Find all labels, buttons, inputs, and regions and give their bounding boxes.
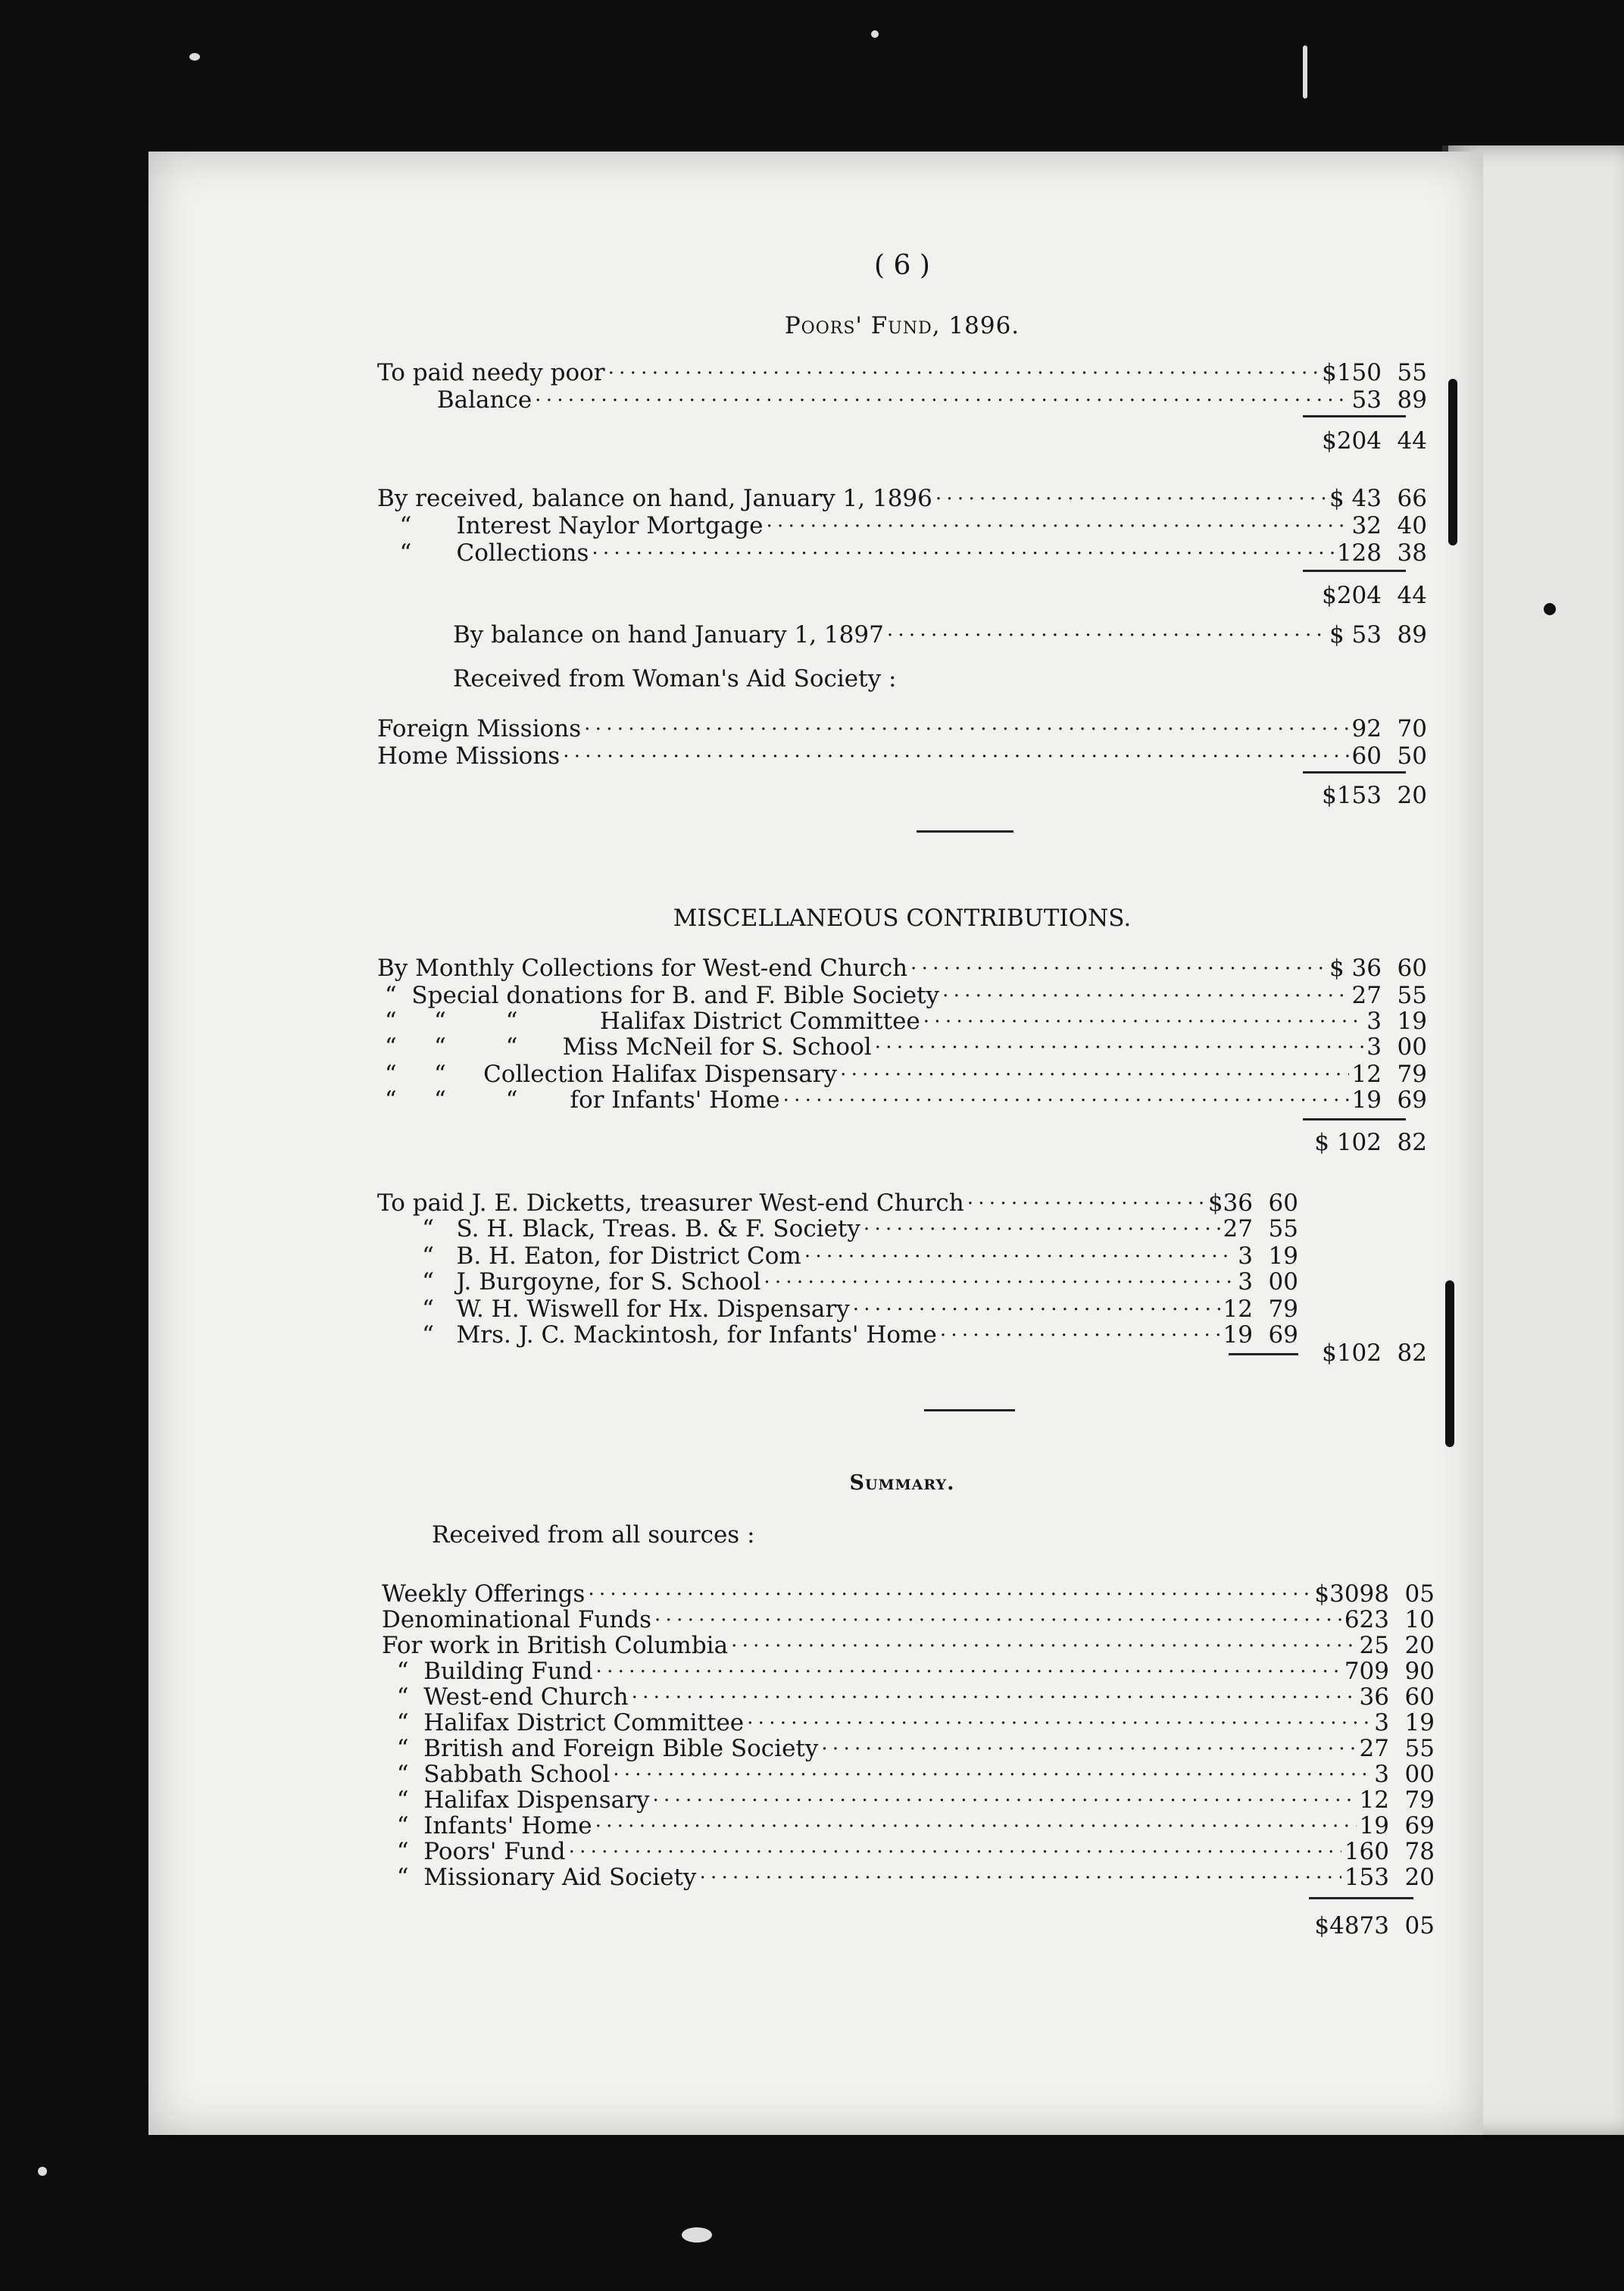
row-dollars: $ 53 (1329, 621, 1382, 649)
row-label: “ Poors' Fund (382, 1838, 566, 1865)
leader-dots (783, 1082, 1349, 1108)
ledger-row (377, 355, 1427, 386)
leader-dots (699, 1859, 1341, 1885)
leader-dots (940, 1317, 1220, 1342)
row-cents: 70 (1397, 715, 1427, 742)
leader-dots (535, 382, 1348, 408)
ledger-row (377, 1029, 1427, 1061)
row-cents: 69 (1404, 1812, 1435, 1839)
row-cents: 19 (1268, 1242, 1298, 1270)
total-dollars: $4873 (1314, 1912, 1389, 1939)
sum-rule (1303, 771, 1406, 774)
leader-dots (942, 977, 1348, 1003)
row-dollars: 3 (1374, 1709, 1389, 1736)
ledger-row (382, 1576, 1435, 1608)
ink-mark (1448, 379, 1457, 545)
row-cents: 90 (1404, 1658, 1435, 1685)
leader-dots (804, 1238, 1235, 1264)
total-cents: 44 (1397, 582, 1427, 609)
row-dollars: 12 (1351, 1061, 1382, 1088)
row-label: For work in British Columbia (382, 1632, 729, 1659)
row-dollars: $150 (1322, 359, 1382, 386)
total-dollars: $204 (1322, 427, 1382, 455)
ledger-row (377, 738, 1427, 770)
row-cents: 55 (1268, 1215, 1298, 1242)
row-label: Home Missions (377, 742, 561, 770)
ledger-row (382, 1627, 1435, 1659)
grand-total (1314, 1912, 1435, 1939)
leader-dots (608, 355, 1320, 380)
ledger-row (377, 508, 1427, 539)
row-cents: 10 (1404, 1606, 1435, 1633)
row-dollars: 19 (1359, 1812, 1389, 1839)
row-cents: 19 (1404, 1709, 1435, 1736)
row-cents: 55 (1404, 1735, 1435, 1762)
total-cents: 82 (1397, 1339, 1427, 1367)
section-divider (917, 830, 1013, 833)
row-cents: 66 (1397, 485, 1427, 512)
row-cents: 38 (1397, 539, 1427, 567)
ledger-row (377, 1317, 1298, 1349)
sum-rule (1303, 1118, 1406, 1120)
leader-dots (592, 535, 1333, 561)
dust-speck (189, 53, 200, 61)
row-dollars: 623 (1344, 1606, 1389, 1633)
row-cents: 00 (1268, 1268, 1298, 1296)
sum-rule (1229, 1353, 1298, 1355)
row-cents: 60 (1404, 1683, 1435, 1711)
row-cents: 79 (1268, 1296, 1298, 1323)
leader-dots (596, 1653, 1341, 1679)
leader-dots (563, 738, 1348, 764)
total-cents: 82 (1397, 1129, 1427, 1156)
misc-title: MISCELLANEOUS CONTRIBUTIONS. (673, 905, 1132, 932)
ledger-row (377, 1082, 1427, 1114)
row-label: “ Collections (377, 539, 589, 567)
row-dollars: 3 (1366, 1033, 1382, 1061)
leader-dots (588, 1576, 1311, 1602)
total-dollars: $153 (1322, 782, 1382, 809)
row-cents: 60 (1397, 955, 1427, 982)
total-dollars: $ 102 (1314, 1129, 1382, 1156)
ledger-row (377, 1003, 1427, 1035)
row-dollars: 19 (1351, 1086, 1382, 1114)
subtotal (1314, 1129, 1427, 1156)
leader-dots (875, 1029, 1364, 1055)
total-cents: 44 (1397, 427, 1427, 455)
ledger-row (377, 1211, 1298, 1242)
leader-dots (764, 1264, 1235, 1289)
row-dollars: 25 (1359, 1632, 1389, 1659)
row-label: “ B. H. Eaton, for District Com (377, 1242, 801, 1270)
ledger-row (382, 1756, 1435, 1788)
ledger-row (377, 950, 1427, 982)
leader-dots (840, 1056, 1348, 1082)
ledger-row (377, 535, 1427, 567)
row-cents: 55 (1397, 982, 1427, 1009)
ledger-row (382, 1833, 1435, 1865)
row-dollars: 27 (1223, 1215, 1253, 1242)
ledger-row (382, 1679, 1435, 1711)
row-cents: 79 (1397, 1061, 1427, 1088)
row-label: “ “ “ for Infants' Home (377, 1086, 780, 1114)
leader-dots (654, 1602, 1341, 1627)
row-label: By Monthly Collections for West-end Church (377, 955, 908, 982)
ledger-row (377, 1056, 1427, 1088)
ledger-row (377, 1238, 1298, 1270)
row-label: “ Special donations for B. and F. Bible Society (377, 982, 940, 1009)
row-dollars: 3 (1374, 1761, 1389, 1788)
row-dollars: 27 (1359, 1735, 1389, 1762)
dust-speck (871, 30, 879, 38)
leader-dots (923, 1003, 1363, 1029)
row-label: “ Halifax Dispensary (382, 1786, 650, 1814)
section-divider (924, 1409, 1015, 1411)
row-cents: 69 (1268, 1321, 1298, 1349)
leader-dots (613, 1756, 1371, 1782)
row-label: Balance (377, 386, 532, 414)
leader-dots (821, 1730, 1356, 1756)
row-label: To paid needy poor (377, 359, 605, 386)
row-dollars: 128 (1336, 539, 1382, 567)
row-cents: 50 (1397, 742, 1427, 770)
subtotal (1322, 427, 1427, 455)
row-cents: 05 (1404, 1580, 1435, 1608)
row-label: Foreign Missions (377, 715, 582, 742)
row-label: Denominational Funds (382, 1606, 652, 1633)
row-cents: 89 (1397, 386, 1427, 414)
row-cents: 89 (1397, 621, 1427, 649)
row-label: “ “ “ Miss McNeil for S. School (377, 1033, 872, 1061)
ledger-row (377, 480, 1427, 512)
row-label: “ Missionary Aid Society (382, 1864, 697, 1891)
ledger-row (382, 1653, 1435, 1685)
leader-dots (967, 1185, 1205, 1211)
row-label: By balance on hand January 1, 1897 (453, 621, 884, 649)
total-dollars: $204 (1322, 582, 1382, 609)
row-label: Weekly Offerings (382, 1580, 586, 1608)
row-label: “ J. Burgoyne, for S. School (377, 1268, 761, 1296)
row-label: “ British and Foreign Bible Society (382, 1735, 819, 1762)
leader-dots (632, 1679, 1357, 1705)
row-cents: 19 (1397, 1008, 1427, 1035)
ledger-row (382, 1808, 1435, 1839)
sum-rule (1303, 415, 1406, 417)
leader-dots (747, 1705, 1371, 1730)
row-dollars: 709 (1344, 1658, 1389, 1685)
row-dollars: 60 (1351, 742, 1382, 770)
ledger-row (453, 617, 1427, 649)
leader-dots (652, 1782, 1356, 1808)
ledger-row (377, 977, 1427, 1009)
row-dollars: 160 (1344, 1838, 1389, 1865)
row-label: To paid J. E. Dicketts, treasurer West-end Church (377, 1189, 964, 1217)
ledger-row (377, 1264, 1298, 1296)
row-dollars: $ 36 (1329, 955, 1382, 982)
row-dollars: $ 43 (1329, 485, 1382, 512)
row-dollars: 3 (1238, 1242, 1253, 1270)
total-cents: 05 (1404, 1912, 1435, 1939)
row-dollars: 3 (1366, 1008, 1382, 1035)
leader-dots (767, 508, 1349, 533)
row-label: “ Building Fund (382, 1658, 593, 1685)
row-dollars: 3 (1238, 1268, 1253, 1296)
sum-rule (1303, 570, 1406, 572)
sum-rule (1309, 1897, 1413, 1899)
row-cents: 60 (1268, 1189, 1298, 1217)
summary-title: Summary. (849, 1471, 955, 1495)
ledger-row (382, 1602, 1435, 1633)
row-label: “ Mrs. J. C. Mackintosh, for Infants' Home (377, 1321, 937, 1349)
row-cents: 20 (1404, 1632, 1435, 1659)
row-cents: 00 (1404, 1761, 1435, 1788)
leader-dots (569, 1833, 1341, 1859)
row-label: “ “ “ Halifax District Committee (377, 1008, 920, 1035)
section-intro: Received from all sources : (432, 1521, 755, 1549)
row-cents: 00 (1397, 1033, 1427, 1061)
row-dollars: 12 (1223, 1296, 1253, 1323)
ink-mark (1445, 1280, 1454, 1447)
row-cents: 20 (1404, 1864, 1435, 1891)
row-dollars: 32 (1351, 512, 1382, 539)
ink-dot (1544, 603, 1556, 615)
leader-dots (935, 480, 1326, 506)
ledger-row (382, 1859, 1435, 1891)
dust-speck (38, 2167, 47, 2176)
dust-speck (1303, 45, 1307, 98)
dust-speck (682, 2227, 712, 2243)
leader-dots (853, 1291, 1220, 1317)
row-label: “ Halifax District Committee (382, 1709, 745, 1736)
row-label: “ Infants' Home (382, 1812, 592, 1839)
row-cents: 55 (1397, 359, 1427, 386)
leader-dots (864, 1211, 1220, 1236)
ledger-row (382, 1705, 1435, 1736)
total-dollars: $102 (1322, 1339, 1382, 1367)
row-label: “ West-end Church (382, 1683, 629, 1711)
ledger-row (382, 1782, 1435, 1814)
row-label: “ W. H. Wiswell for Hx. Dispensary (377, 1296, 850, 1323)
ledger-row (377, 1291, 1298, 1323)
leader-dots (731, 1627, 1356, 1653)
subtotal (1322, 1339, 1427, 1367)
subtotal (1322, 582, 1427, 609)
leader-dots (584, 711, 1348, 736)
row-dollars: 12 (1359, 1786, 1389, 1814)
ledger-row (382, 1730, 1435, 1762)
row-label: By received, balance on hand, January 1, 1896 (377, 485, 932, 512)
ledger-row (377, 1185, 1298, 1217)
row-cents: 79 (1404, 1786, 1435, 1814)
row-label: “ S. H. Black, Treas. B. & F. Society (377, 1215, 860, 1242)
row-dollars: 153 (1344, 1864, 1389, 1891)
row-dollars: 27 (1351, 982, 1382, 1009)
row-dollars: 36 (1359, 1683, 1389, 1711)
row-dollars: 53 (1351, 386, 1382, 414)
page-number: ( 6 ) (874, 250, 930, 281)
section-intro: Received from Woman's Aid Society : (453, 665, 897, 692)
row-dollars: 92 (1351, 715, 1382, 742)
row-label: “ Interest Naylor Mortgage (377, 512, 764, 539)
row-dollars: $3098 (1314, 1580, 1389, 1608)
ledger-row (377, 711, 1427, 742)
leader-dots (595, 1808, 1357, 1833)
subtotal (1322, 782, 1427, 809)
ledger-row (377, 382, 1427, 414)
row-label: “ Sabbath School (382, 1761, 611, 1788)
document-page (148, 152, 1483, 2135)
row-dollars: $36 (1207, 1189, 1253, 1217)
total-cents: 20 (1397, 782, 1427, 809)
leader-dots (910, 950, 1326, 976)
row-cents: 40 (1397, 512, 1427, 539)
row-cents: 78 (1404, 1838, 1435, 1865)
row-dollars: 19 (1223, 1321, 1253, 1349)
row-label: “ “ Collection Halifax Dispensary (377, 1061, 838, 1088)
leader-dots (887, 617, 1326, 642)
poors-fund-title: Poors' Fund, 1896. (784, 312, 1020, 339)
row-cents: 69 (1397, 1086, 1427, 1114)
